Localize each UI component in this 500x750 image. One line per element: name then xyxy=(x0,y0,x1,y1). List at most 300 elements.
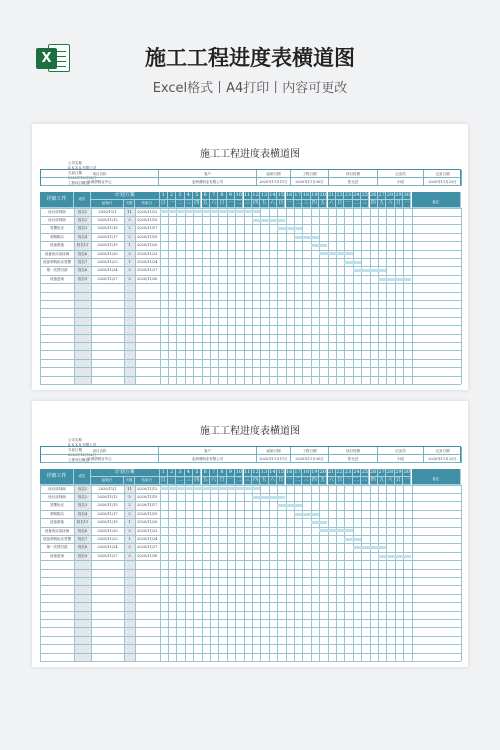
task-end: 2020/11/30 xyxy=(137,553,158,558)
weekday-4: 三 xyxy=(185,477,193,485)
task-start: 2020/11/24 xyxy=(97,268,118,273)
weekday-8: 日 xyxy=(218,477,226,485)
day-number-30: 30 xyxy=(403,192,410,198)
day-number-8: 8 xyxy=(218,469,226,477)
day-number-29: 29 xyxy=(395,469,402,475)
task-member: 姓名9 xyxy=(77,276,88,281)
day-number-10: 10 xyxy=(235,469,242,475)
day-number-17: 17 xyxy=(294,192,301,198)
weekday-2: 一 xyxy=(168,477,176,485)
col-header-end: 结束日 xyxy=(135,200,160,208)
day-number-6: 6 xyxy=(202,469,210,477)
grid-col-line xyxy=(361,485,362,661)
task-end: 2020/11/19 xyxy=(137,234,158,239)
info-header-4: 项目经理 xyxy=(329,170,378,178)
sheet-preview-1 xyxy=(32,124,468,390)
day-number-11: 11 xyxy=(244,192,251,198)
gantt-bar xyxy=(294,236,319,239)
day-number-9: 9 xyxy=(227,469,235,477)
weekday-21: 六 xyxy=(328,200,336,208)
task-start: 2020/11/27 xyxy=(97,553,118,558)
task-start: 2020/11/15 xyxy=(97,503,118,508)
grid-col-line xyxy=(328,208,329,384)
weekday-13: 五 xyxy=(260,200,268,208)
task-end: 2020/11/15 xyxy=(137,495,158,499)
grid-col-line xyxy=(361,208,362,384)
info-value-5: 小昭 xyxy=(378,178,424,186)
day-number-10: 10 xyxy=(235,192,242,198)
task-start: 2020/11/1 xyxy=(98,209,117,214)
sheet-title: 施工工程进度表横道图 xyxy=(200,426,300,437)
day-number-15: 15 xyxy=(277,192,284,198)
weekday-9: 一 xyxy=(227,200,235,208)
grid-col-line xyxy=(344,485,345,661)
day-number-24: 24 xyxy=(353,192,360,198)
task-end: 2020/11/15 xyxy=(137,218,158,222)
col-header-work: 详细工作 xyxy=(40,469,74,485)
info-value-2: 2020年11月11日 xyxy=(257,455,291,463)
task-member: 姓名2 xyxy=(77,218,88,222)
task-start: 2020/11/17 xyxy=(97,234,118,239)
info-header-3: 工程日期 xyxy=(291,170,329,178)
day-number-15: 15 xyxy=(277,469,284,475)
day-number-7: 7 xyxy=(210,469,218,477)
gantt-bar xyxy=(378,555,412,558)
grid-col-line xyxy=(252,208,253,384)
grid-col-line xyxy=(344,208,345,384)
info-value-0: 亚洲酒街业中心 xyxy=(41,178,159,186)
task-work: 设备采购协议签署 xyxy=(43,537,71,541)
grid-col-line xyxy=(227,485,228,661)
task-start: 2020/11/23 xyxy=(97,537,118,541)
task-start: 2020/11/15 xyxy=(97,226,118,231)
info-value-6: 2020年11月23日 xyxy=(424,455,462,463)
gantt-bar xyxy=(344,261,361,264)
grid-col-line xyxy=(160,485,161,661)
task-start: 2020/11/1 xyxy=(98,486,117,491)
day-number-27: 27 xyxy=(378,192,385,198)
day-number-9: 9 xyxy=(227,192,235,200)
task-days: 11 xyxy=(127,209,132,214)
grid-row-line xyxy=(40,636,461,637)
task-days: 2 xyxy=(128,234,131,239)
grid-col-line xyxy=(286,485,287,661)
task-member: 姓名8 xyxy=(77,268,88,273)
grid-col-line xyxy=(294,485,295,661)
col-header-days: 天数 xyxy=(124,200,135,208)
task-days: 3 xyxy=(128,276,131,281)
date-label: 当前日期 xyxy=(68,448,82,452)
weekday-17: 二 xyxy=(294,477,302,485)
info-header-5: 记录员 xyxy=(378,447,424,455)
task-start: 2020/11/17 xyxy=(97,511,118,516)
grid-col-line xyxy=(319,485,320,661)
grid-col-line xyxy=(227,208,228,384)
grid-col-line xyxy=(252,485,253,661)
project-info-table xyxy=(40,169,461,186)
sheet-preview-2 xyxy=(32,401,468,667)
info-header-3: 工程日期 xyxy=(291,447,329,455)
info-header-2: 起始日期 xyxy=(257,170,291,178)
grid-col-line xyxy=(328,485,329,661)
info-header-1: 客户 xyxy=(159,170,257,178)
day-number-22: 22 xyxy=(336,469,343,475)
task-start: 2020/11/20 xyxy=(97,528,118,533)
task-member: 姓名11 xyxy=(76,243,89,248)
grid-col-line xyxy=(370,485,371,661)
grid-row-line xyxy=(40,594,461,595)
date-label: 当前日期 xyxy=(68,171,82,175)
grid-row-line xyxy=(40,585,461,586)
weekday-25: 三 xyxy=(361,200,369,208)
grid-col-line xyxy=(412,485,413,661)
task-start: 2020/11/19 xyxy=(97,520,118,525)
task-days: 3 xyxy=(128,545,131,550)
info-header-1: 客户 xyxy=(159,447,257,455)
task-end: 2020/11/30 xyxy=(137,276,158,281)
page-subtitle: Excel格式丨A4打印丨内容可更改 xyxy=(152,81,348,96)
grid-row-line xyxy=(40,384,461,385)
task-start: 2020/11/24 xyxy=(97,545,118,550)
day-number-16: 16 xyxy=(286,469,293,475)
grid-col-line xyxy=(210,485,211,661)
task-start: 2020/11/20 xyxy=(97,251,118,256)
grid-col-line xyxy=(461,485,462,661)
day-number-12: 12 xyxy=(252,469,259,475)
grid-col-line xyxy=(269,208,270,384)
grid-col-line xyxy=(218,208,219,384)
weekday-2: 一 xyxy=(168,200,176,208)
info-header-6: 记录日期 xyxy=(424,447,462,455)
info-value-2: 2020年11月11日 xyxy=(257,178,291,186)
grid-row-line xyxy=(40,342,461,343)
info-value-1: 亚洲酒职业有限公司 xyxy=(159,455,257,463)
task-days: 1 xyxy=(128,520,131,525)
task-member: 姓名3 xyxy=(77,503,88,508)
task-member: 姓名7 xyxy=(77,537,88,541)
task-days: 1 xyxy=(128,243,131,248)
grid-col-line xyxy=(412,208,413,384)
task-start: 2020/11/12 xyxy=(97,218,118,222)
grid-col-line xyxy=(168,485,169,661)
day-number-3: 3 xyxy=(176,192,184,200)
grid-col-line xyxy=(386,485,387,661)
weekday-18: 三 xyxy=(302,200,310,208)
task-days: 3 xyxy=(128,268,131,273)
day-number-13: 13 xyxy=(260,192,268,198)
task-work: 设备准备 xyxy=(50,243,64,248)
date-value: 2023年12月22日 xyxy=(68,176,97,180)
grid-col-line xyxy=(185,208,186,384)
task-work: 设备准备 xyxy=(50,520,64,525)
task-work: 设备进场 xyxy=(50,553,64,558)
day-number-4: 4 xyxy=(185,469,193,477)
grid-col-line xyxy=(311,485,312,661)
grid-col-line xyxy=(386,208,387,384)
day-number-21: 21 xyxy=(328,192,335,198)
grid-col-line xyxy=(260,485,261,661)
grid-col-line xyxy=(353,485,354,661)
grid-col-line xyxy=(235,485,236,661)
task-member: 姓名1 xyxy=(77,486,88,491)
col-header-note: 备注 xyxy=(412,192,462,208)
col-header-member: 成员 xyxy=(74,469,91,485)
day-number-28: 28 xyxy=(386,469,394,475)
weekday-28: 六 xyxy=(386,477,394,485)
info-value-0: 亚洲酒街业中心 xyxy=(41,455,159,463)
task-work: 第一次预付款 xyxy=(46,268,68,273)
gantt-grid xyxy=(40,192,461,382)
col-header-end: 结束日 xyxy=(135,477,160,485)
task-days: 2 xyxy=(128,511,131,516)
weekday-27: 五 xyxy=(378,200,386,208)
grid-row-line xyxy=(40,334,461,335)
grid-row-line xyxy=(40,653,461,654)
weekday-30: 一 xyxy=(403,477,411,485)
task-days: 3 xyxy=(128,495,131,499)
day-number-22: 22 xyxy=(336,192,343,198)
task-days: 3 xyxy=(128,251,131,256)
grid-col-line xyxy=(378,485,379,661)
day-number-23: 23 xyxy=(344,192,352,198)
grid-col-line xyxy=(176,485,177,661)
grid-row-line xyxy=(40,376,461,377)
gantt-bar xyxy=(353,546,387,549)
gantt-bar xyxy=(252,219,286,222)
grid-col-line xyxy=(176,208,177,384)
day-number-23: 23 xyxy=(344,469,352,475)
info-value-4: 张无忌 xyxy=(329,455,378,463)
day-number-20: 20 xyxy=(319,469,326,475)
col-header-days: 天数 xyxy=(124,477,135,485)
day-number-16: 16 xyxy=(286,192,293,198)
task-work: 采购购买 xyxy=(50,234,64,239)
info-header-6: 记录日期 xyxy=(424,170,462,178)
grid-row-line xyxy=(40,300,461,301)
day-number-14: 14 xyxy=(269,192,276,198)
weekday-24: 二 xyxy=(353,200,361,208)
gantt-bar xyxy=(277,504,302,507)
weekday-1: 日 xyxy=(160,200,168,208)
weekday-25: 三 xyxy=(361,477,369,485)
weekday-12: 四 xyxy=(252,200,260,208)
col-header-work: 详细工作 xyxy=(40,192,74,208)
day-number-5: 5 xyxy=(193,192,201,200)
task-days: 3 xyxy=(128,528,131,533)
task-work: 签署协议 xyxy=(50,503,64,508)
weekday-29: 日 xyxy=(395,200,403,208)
day-number-2: 2 xyxy=(168,192,176,200)
page-header xyxy=(0,0,500,115)
grid-row-line xyxy=(40,644,461,645)
weekday-17: 二 xyxy=(294,200,302,208)
grid-col-line xyxy=(378,208,379,384)
grid-row-line xyxy=(40,611,461,612)
grid-col-line xyxy=(244,485,245,661)
info-header-2: 起始日期 xyxy=(257,447,291,455)
task-start: 2020/11/19 xyxy=(97,243,118,248)
weekday-3: 二 xyxy=(176,477,184,485)
gantt-bar xyxy=(344,538,361,541)
task-end: 2020/11/17 xyxy=(137,226,158,231)
excel-logo-letter: X xyxy=(36,48,57,69)
task-end: 2020/11/20 xyxy=(137,243,158,248)
sheet-title: 施工工程进度表横道图 xyxy=(200,149,300,160)
task-work: 协议谈判商 xyxy=(48,486,66,491)
gantt-bar xyxy=(311,521,328,524)
date-value: 2023年12月22日 xyxy=(68,453,97,457)
weekday-1: 日 xyxy=(160,477,168,485)
task-member: 姓名4 xyxy=(77,234,88,239)
day-number-11: 11 xyxy=(244,469,251,475)
weekday-20: 五 xyxy=(319,200,327,208)
weekday-8: 日 xyxy=(218,200,226,208)
grid-col-line xyxy=(269,485,270,661)
day-number-17: 17 xyxy=(294,469,301,475)
weekday-12: 四 xyxy=(252,477,260,485)
task-end: 2020/11/12 xyxy=(137,486,158,491)
weekday-15: 日 xyxy=(277,477,285,485)
day-number-19: 19 xyxy=(311,192,318,198)
day-number-1: 1 xyxy=(160,192,168,200)
grid-row-line xyxy=(40,359,461,360)
weekday-6: 五 xyxy=(202,200,210,208)
weekday-19: 四 xyxy=(311,477,319,485)
grid-row-line xyxy=(40,560,461,561)
gantt-bar xyxy=(160,210,261,213)
task-end: 2020/11/27 xyxy=(137,268,158,273)
grid-col-line xyxy=(160,208,161,384)
grid-row-line xyxy=(40,602,461,603)
grid-row-line xyxy=(40,577,461,578)
gantt-grid xyxy=(40,469,461,659)
summary-label: 工程项目概览 xyxy=(68,181,89,185)
grid-row-line xyxy=(40,283,461,284)
day-number-25: 25 xyxy=(361,469,368,475)
day-number-21: 21 xyxy=(328,469,335,475)
task-end: 2020/11/23 xyxy=(137,251,158,256)
day-number-26: 26 xyxy=(370,469,377,475)
task-end: 2020/11/12 xyxy=(137,209,158,214)
weekday-23: 一 xyxy=(344,200,352,208)
task-days: 2 xyxy=(128,226,131,231)
page-title: 施工工程进度表横道图 xyxy=(145,46,355,70)
task-work: 采购购买 xyxy=(50,511,64,516)
grid-col-line xyxy=(185,485,186,661)
col-header-member: 成员 xyxy=(74,192,91,208)
task-member: 姓名8 xyxy=(77,545,88,550)
task-start: 2020/11/12 xyxy=(97,495,118,499)
grid-col-line xyxy=(370,208,371,384)
task-member: 姓名3 xyxy=(77,226,88,231)
info-header-0: 项目名称 xyxy=(41,170,159,178)
weekday-5: 四 xyxy=(193,477,201,485)
weekday-6: 五 xyxy=(202,477,210,485)
gantt-bar xyxy=(319,529,353,532)
task-end: 2020/11/17 xyxy=(137,503,158,508)
task-work: 设备协议谈协商 xyxy=(44,251,70,256)
grid-row-line xyxy=(40,325,461,326)
task-member: 姓名1 xyxy=(77,209,88,214)
grid-col-line xyxy=(336,208,337,384)
day-number-28: 28 xyxy=(386,192,394,198)
grid-col-line xyxy=(403,485,404,661)
task-end: 2020/11/19 xyxy=(137,511,158,516)
weekday-23: 一 xyxy=(344,477,352,485)
day-number-14: 14 xyxy=(269,469,276,475)
grid-row-line xyxy=(40,292,461,293)
col-header-plan: 计划方案 xyxy=(91,469,160,477)
task-days: 2 xyxy=(128,503,131,508)
col-header-plan: 计划方案 xyxy=(91,192,160,200)
day-number-3: 3 xyxy=(176,469,184,477)
grid-col-line xyxy=(286,208,287,384)
day-number-7: 7 xyxy=(210,192,218,200)
grid-row-line xyxy=(40,619,461,620)
grid-col-line xyxy=(218,485,219,661)
grid-col-line xyxy=(244,208,245,384)
task-start: 2020/11/23 xyxy=(97,260,118,264)
grid-col-line xyxy=(395,208,396,384)
grid-col-line xyxy=(311,208,312,384)
weekday-20: 五 xyxy=(319,477,327,485)
task-days: 11 xyxy=(127,486,132,491)
grid-col-line xyxy=(277,485,278,661)
day-number-8: 8 xyxy=(218,192,226,200)
task-member: 姓名7 xyxy=(77,260,88,264)
day-number-2: 2 xyxy=(168,469,176,477)
task-start: 2020/11/27 xyxy=(97,276,118,281)
day-number-18: 18 xyxy=(302,192,310,198)
weekday-22: 日 xyxy=(336,200,344,208)
gantt-bar xyxy=(353,269,387,272)
day-number-13: 13 xyxy=(260,469,268,475)
col-header-start: 起始日 xyxy=(91,477,124,485)
task-days: 1 xyxy=(128,260,131,264)
grid-col-line xyxy=(193,485,194,661)
weekday-10: 二 xyxy=(235,200,243,208)
task-member: 姓名11 xyxy=(76,520,89,525)
summary-label: 工程项目概览 xyxy=(68,458,89,462)
task-days: 1 xyxy=(128,537,131,541)
weekday-7: 六 xyxy=(210,200,218,208)
grid-row-line xyxy=(40,569,461,570)
info-value-4: 张无忌 xyxy=(329,178,378,186)
grid-col-line xyxy=(302,485,303,661)
weekday-13: 五 xyxy=(260,477,268,485)
task-work: 协议谈判商 xyxy=(48,495,66,499)
weekday-30: 一 xyxy=(403,200,411,208)
task-member: 姓名6 xyxy=(77,251,88,256)
weekday-19: 四 xyxy=(311,200,319,208)
info-value-3: 2020年11月30日 xyxy=(291,455,329,463)
weekday-29: 日 xyxy=(395,477,403,485)
weekday-11: 三 xyxy=(244,477,252,485)
weekday-10: 二 xyxy=(235,477,243,485)
weekday-21: 六 xyxy=(328,477,336,485)
gantt-bar xyxy=(311,244,328,247)
task-end: 2020/11/20 xyxy=(137,520,158,525)
grid-col-line xyxy=(302,208,303,384)
weekday-5: 四 xyxy=(193,200,201,208)
grid-col-line xyxy=(210,208,211,384)
task-work: 设备采购协议签署 xyxy=(43,260,71,264)
weekday-14: 六 xyxy=(269,200,277,208)
task-member: 姓名6 xyxy=(77,528,88,533)
day-number-27: 27 xyxy=(378,469,385,475)
day-number-26: 26 xyxy=(370,192,377,198)
day-number-24: 24 xyxy=(353,469,360,475)
